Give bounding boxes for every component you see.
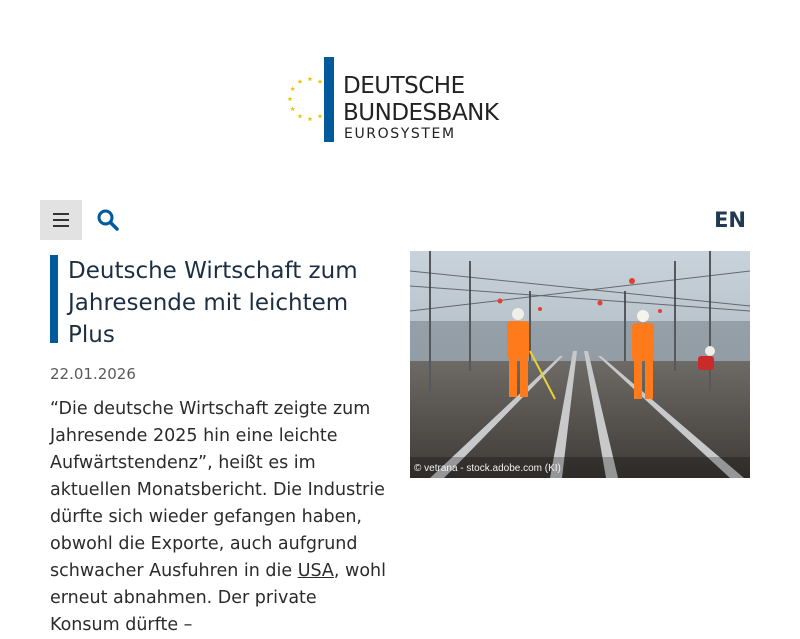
eu-star (308, 76, 313, 81)
eu-star (290, 86, 295, 91)
image-credit: © vetrana - stock.adobe.com (KI) (414, 463, 561, 474)
logo-text-deutsche: DEUTSCHE (343, 73, 465, 99)
article-title[interactable]: Deutsche Wirtschaft zum Jahresende mit leichtem Plus (68, 258, 358, 348)
eu-star (318, 114, 323, 119)
menu-button[interactable] (40, 200, 82, 240)
railway-workers-photo (410, 251, 750, 478)
eu-star (288, 96, 293, 101)
eu-star (298, 79, 303, 84)
usa-link[interactable]: USA (297, 561, 334, 581)
language-switch[interactable]: EN (714, 208, 746, 232)
eu-star (290, 106, 295, 111)
article-image[interactable] (410, 251, 750, 478)
eu-star (298, 114, 303, 119)
hamburger-icon (53, 213, 69, 227)
eu-star (318, 79, 323, 84)
article-body (50, 396, 390, 639)
article-body-text-cont: , wohl erneut abnahmen. Der private Konsum dürfte – (50, 561, 387, 635)
bundesbank-logo[interactable] (286, 56, 516, 146)
logo-text-bundesbank: BUNDESBANK (343, 100, 499, 126)
logo-bar (324, 57, 334, 142)
search-icon (96, 208, 120, 232)
logo-text-eurosystem: EUROSYSTEM (344, 126, 456, 142)
search-button[interactable] (96, 208, 120, 232)
title-accent-bar (50, 255, 58, 343)
article-body-text: “Die deutsche Wirtschaft zeigte zum Jahresende 2025 hin eine leichte Aufwärtstendenz”, heißt es im aktuellen Monatsbericht. Die Industrie dürfte sich wieder gefangen haben, obwohl die Exporte, auch aufgrund schwacher Ausfuhren in die (50, 399, 385, 581)
eu-star (308, 116, 313, 121)
article-date: 22.01.2026 (50, 365, 136, 383)
